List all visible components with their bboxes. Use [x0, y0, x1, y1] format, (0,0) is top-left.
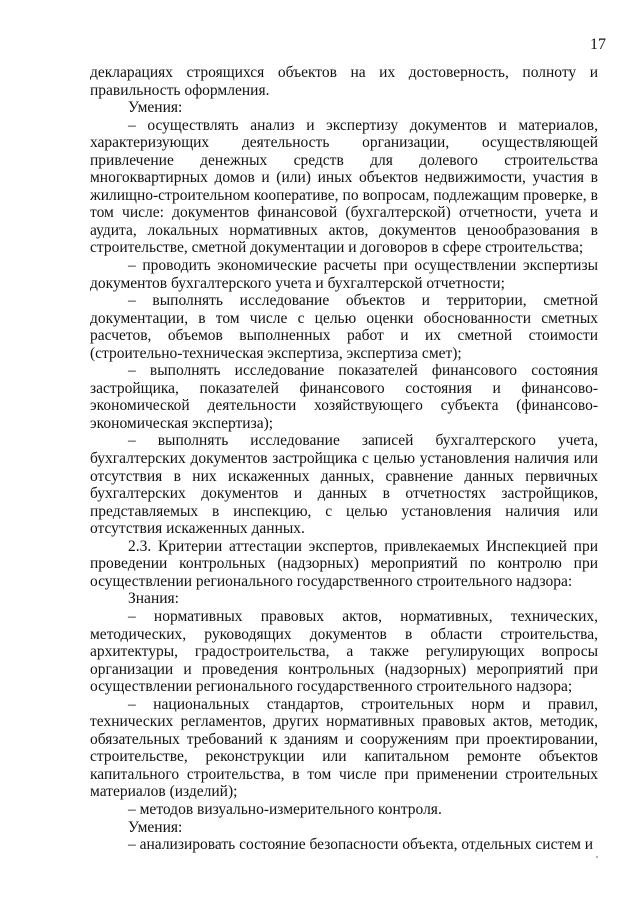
list-item: – выполнять исследование объектов и территории, сметной документации, в том числе с целью оценки обоснованности сметных расчетов, объемов выполненных работ и их сметной стоимости (строительно-техническая экспертиза, экспертиза смет);: [90, 292, 598, 362]
document-body: [90, 64, 598, 854]
section-heading-knowledge: Знания:: [128, 590, 179, 608]
list-item: – выполнять исследование показателей финансового состояния застройщика, показателей финансового состояния и финансово-экономической деятельности хозяйствующего субъекта (финансово-экономическая экспертиза);: [90, 362, 598, 432]
section-heading-skills: Умения:: [128, 818, 183, 836]
clause-paragraph: 2.3. Критерии аттестации экспертов, привлекаемых Инспекцией при проведении контрольных (надзорных) мероприятий по контролю при осуществлении регионального государственного строительного надзора:: [90, 537, 598, 590]
scan-speck: [596, 856, 598, 858]
list-item: – национальных стандартов, строительных норм и правил, технических регламентов, других нормативных правовых актов, методик, обязательных требований к зданиям и сооружениям при проектировании, строительстве, реконструкции или капитальном ремонте объектов капитального строительства, в том числе при применении строительных материалов (изделий);: [90, 695, 598, 801]
page-number: 17: [590, 36, 606, 53]
list-item: – проводить экономические расчеты при осуществлении экспертизы документов бухгалтерского учета и бухгалтерской отчетности;: [90, 257, 598, 292]
list-item: – методов визуально-измерительного контроля.: [128, 800, 442, 818]
list-item: – осуществлять анализ и экспертизу документов и материалов, характеризующих деятельность организации, осуществляющей привлечение денежных средств для долевого строительства многоквартирных домов и (или) иных объектов недвижимости, участия в жилищно-строительном кооперативе, по вопросам, подлежащим проверке, в том числе: документов финансовой (бухгалтерской) отчетности, учета и аудита, локальных нормативных актов, документов ценообразования в строительстве, сметной документации и договоров в сфере строительства;: [90, 116, 598, 257]
paragraph-continuation: декларациях строящихся объектов на их достоверность, полноту и правильность оформления.: [90, 64, 598, 99]
list-item: – нормативных правовых актов, нормативных, технических, методических, руководящих документов в области строительства, архитектуры, градостроительства, а также регулирующих вопросы организации и проведения контрольных (надзорных) мероприятий при осуществлении регионального государственного строительного надзора;: [90, 607, 598, 696]
list-item: – выполнять исследование записей бухгалтерского учета, бухгалтерских документов застройщика с целью установления наличия или отсутствия в них искаженных данных, сравнение данных первичных бухгалтерских документов и данных в отчетностях застройщиков, представляемых в инспекцию, с целью установления наличия или отсутствия искаженных данных.: [90, 432, 598, 538]
section-heading-skills: Умения:: [128, 99, 183, 117]
list-item: – анализировать состояние безопасности объекта, отдельных систем и: [128, 836, 594, 854]
